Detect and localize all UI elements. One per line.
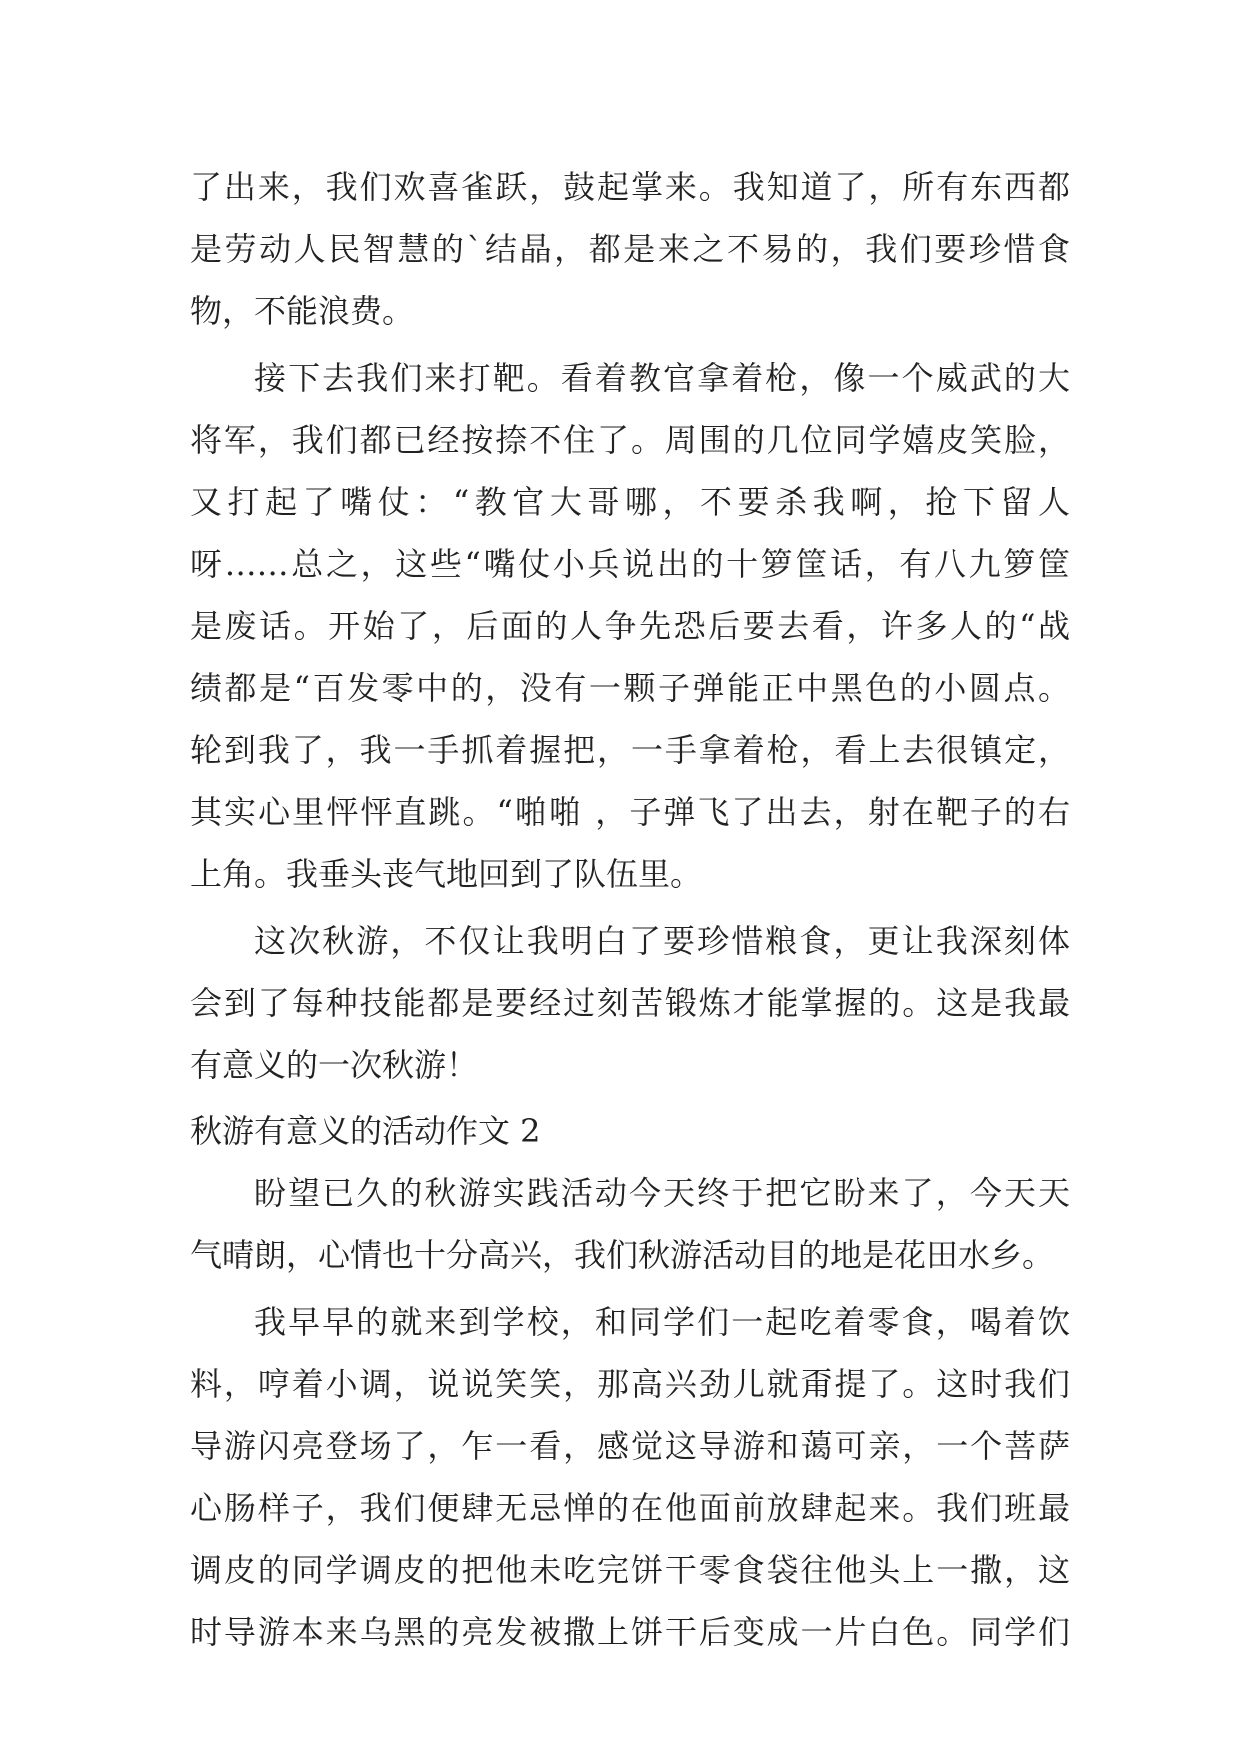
text-line: 其实心里怦怦直跳。“啪啪 ，子弹飞了出去，射在靶子的右: [190, 793, 1070, 831]
text-line: 会到了每种技能都是要经过刻苦锻炼才能掌握的。这是我最: [190, 984, 1070, 1022]
paragraph: [190, 1291, 1070, 1663]
text-line: 是废话。开始了，后面的人争先恐后要去看，许多人的“战: [190, 607, 1070, 645]
text-line: 盼望已久的秋游实践活动今天终于把它盼来了，今天天: [254, 1174, 1070, 1212]
text-line: 导游闪亮登场了，乍一看，感觉这导游和蔼可亲，一个菩萨: [190, 1427, 1070, 1465]
text-line: 又打起了嘴仗：“教官大哥哪，不要杀我啊，抢下留人: [190, 483, 1070, 521]
text-line: 绩都是“百发零中的，没有一颗子弹能正中黑色的小圆点。: [190, 669, 1070, 707]
text-line: 将军，我们都已经按捺不住了。周围的几位同学嬉皮笑脸，: [190, 421, 1070, 459]
paragraph: [190, 347, 1070, 905]
text-line: 接下去我们来打靶。看着教官拿着枪，像一个威武的大: [254, 359, 1070, 397]
text-line: 了出来，我们欢喜雀跃，鼓起掌来。我知道了，所有东西都: [190, 168, 1070, 206]
paragraph: [190, 156, 1070, 342]
text-line: 物，不能浪费。: [190, 292, 415, 330]
text-line: 时导游本来乌黑的亮发被撒上饼干后变成一片白色。同学们: [190, 1613, 1070, 1651]
text-line: 心肠样子，我们便肆无忌惮的在他面前放肆起来。我们班最: [190, 1489, 1070, 1527]
paragraph: [190, 910, 1070, 1096]
text-line: 是劳动人民智慧的`结晶，都是来之不易的，我们要珍惜食: [190, 230, 1070, 268]
text-line: 调皮的同学调皮的把他未吃完饼干零食袋往他头上一撒，这: [190, 1551, 1070, 1589]
text-line: 我早早的就来到学校，和同学们一起吃着零食，喝着饮: [254, 1303, 1070, 1341]
text-line: 有意义的一次秋游！: [190, 1046, 479, 1084]
section-heading: 秋游有意义的活动作文 2: [190, 1112, 541, 1150]
text-line: 轮到我了，我一手抓着握把，一手拿着枪，看上去很镇定，: [190, 731, 1070, 769]
text-line: 料，哼着小调，说说笑笑，那高兴劲儿就甭提了。这时我们: [190, 1365, 1070, 1403]
text-line: 上角。我垂头丧气地回到了队伍里。: [190, 855, 703, 893]
text-line: 这次秋游，不仅让我明白了要珍惜粮食，更让我深刻体: [254, 922, 1070, 960]
document-body: [190, 156, 1070, 1663]
text-line: 气晴朗，心情也十分高兴，我们秋游活动目的地是花田水乡。: [190, 1236, 1055, 1274]
paragraph: [190, 1162, 1070, 1286]
text-line: 呀……总之，这些“嘴仗小兵说出的十箩筐话，有八九箩筐: [190, 545, 1070, 583]
